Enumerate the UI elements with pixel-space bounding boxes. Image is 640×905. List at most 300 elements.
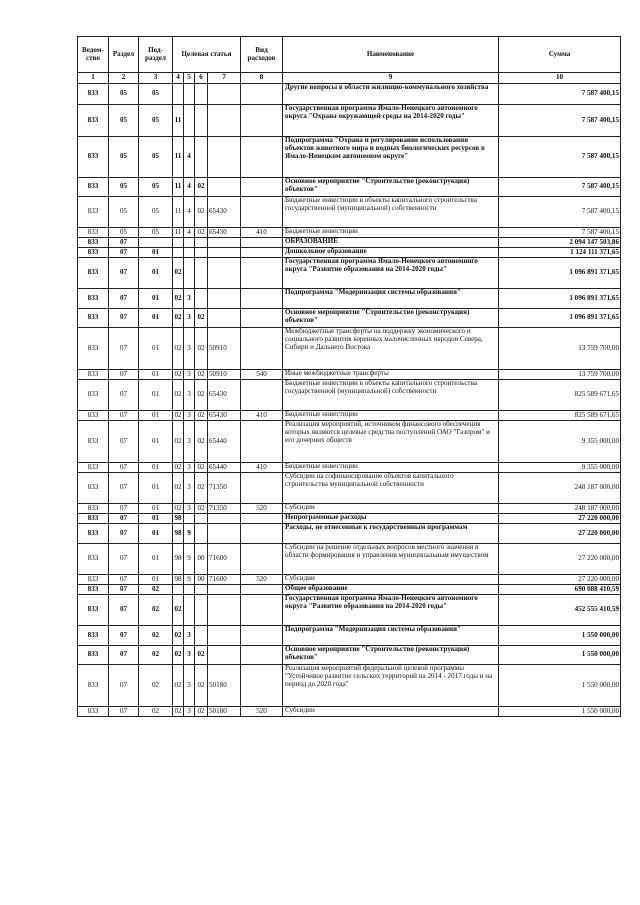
target-subprogram-cell: 3 (184, 289, 195, 309)
table-row (78, 514, 621, 524)
vedomstvo-cell: 833 (78, 665, 109, 707)
sum-cell: 13 759 700,00 (499, 328, 621, 370)
target-program-cell: 11 (173, 178, 184, 197)
target-event-cell (195, 289, 208, 309)
target-program-cell: 11 (173, 137, 184, 178)
col-number: 6 (195, 73, 208, 84)
vedomstvo-cell: 833 (78, 463, 109, 473)
target-event-cell: 02 (195, 228, 208, 238)
col-number: 8 (241, 73, 283, 84)
col-number: 7 (208, 73, 241, 84)
target-subprogram-cell: 3 (184, 380, 195, 411)
table-row (78, 544, 621, 575)
podrazdel-cell: 01 (139, 370, 173, 380)
expense-type-cell: 520 (241, 575, 283, 585)
razdel-cell: 07 (109, 370, 139, 380)
header-podrazdel: Под-раздел (139, 37, 173, 73)
target-program-cell (173, 248, 184, 258)
podrazdel-cell: 01 (139, 328, 173, 370)
razdel-cell: 07 (109, 646, 139, 665)
vedomstvo-cell: 833 (78, 238, 109, 248)
sum-cell: 7 587 400,15 (499, 228, 621, 238)
sum-cell: 7 587 400,15 (499, 137, 621, 178)
table-row (78, 473, 621, 504)
target-direction-cell (208, 137, 241, 178)
col-number: 10 (499, 73, 621, 84)
name-cell: Дошкольное образование (283, 248, 499, 258)
podrazdel-cell: 01 (139, 473, 173, 504)
podrazdel-cell: 02 (139, 626, 173, 646)
expense-type-cell (241, 197, 283, 228)
target-event-cell: 02 (195, 309, 208, 328)
podrazdel-cell: 01 (139, 524, 173, 544)
target-subprogram-cell: 9 (184, 524, 195, 544)
target-direction-cell: 50180 (208, 665, 241, 707)
target-subprogram-cell: 3 (184, 665, 195, 707)
target-direction-cell: 50910 (208, 370, 241, 380)
target-event-cell (195, 514, 208, 524)
target-subprogram-cell: 3 (184, 473, 195, 504)
vedomstvo-cell: 833 (78, 84, 109, 105)
vedomstvo-cell: 833 (78, 585, 109, 595)
target-program-cell: 02 (173, 646, 184, 665)
target-event-cell: 02 (195, 646, 208, 665)
podrazdel-cell: 02 (139, 585, 173, 595)
expense-type-cell: 520 (241, 504, 283, 514)
sum-cell: 27 220 000,00 (499, 544, 621, 575)
target-program-cell: 02 (173, 328, 184, 370)
expense-type-cell (241, 626, 283, 646)
target-program-cell: 02 (174, 706, 182, 715)
table-row (78, 228, 621, 238)
expense-type-cell (241, 105, 283, 137)
table-row (78, 575, 621, 585)
podrazdel-cell: 05 (139, 105, 173, 137)
target-direction-cell (208, 524, 241, 544)
target-subprogram-cell: 3 (184, 328, 195, 370)
target-subprogram-cell (184, 105, 195, 137)
expense-type-cell (241, 544, 283, 575)
target-subprogram-cell (184, 248, 195, 258)
table-row (78, 707, 621, 717)
podrazdel-cell: 01 (139, 575, 173, 585)
podrazdel-cell: 01 (139, 258, 173, 289)
header-sum: Сумма (499, 37, 621, 73)
target-subprogram-cell (184, 585, 195, 595)
table-row (78, 105, 621, 137)
target-program-cell (173, 84, 184, 105)
target-subprogram-cell: 4 (184, 137, 195, 178)
name-cell: Субсидии (283, 575, 499, 585)
target-subprogram-cell (184, 84, 195, 105)
table-row (78, 646, 621, 665)
sum-cell: 825 589 671,65 (499, 380, 621, 411)
target-direction-cell (208, 84, 241, 105)
razdel-cell: 07 (109, 258, 139, 289)
target-subprogram-cell: 3 (184, 646, 195, 665)
podrazdel-cell: 05 (139, 84, 173, 105)
podrazdel-cell: 01 (139, 411, 173, 421)
vedomstvo-cell: 833 (78, 370, 109, 380)
expense-type-cell (241, 524, 283, 544)
expense-type-cell: 540 (241, 370, 283, 380)
vedomstvo-cell: 833 (78, 595, 109, 626)
vedomstvo-cell: 833 (78, 421, 109, 463)
target-subprogram-cell: 3 (184, 463, 195, 473)
sum-cell: 27 220 000,00 (499, 514, 621, 524)
name-cell: Основное мероприятие "Строительство (реконструкция) объектов" (283, 309, 499, 328)
table-row (78, 524, 621, 544)
vedomstvo-cell: 833 (78, 514, 109, 524)
target-direction-cell (208, 309, 241, 328)
podrazdel-cell: 01 (139, 421, 173, 463)
expense-type-cell (241, 137, 283, 178)
table-row (78, 289, 621, 309)
target-program-cell (173, 238, 184, 248)
target-program-cell: 02 (173, 258, 184, 289)
target-direction-cell: 65440 (208, 421, 241, 463)
table-row (78, 463, 621, 473)
name-cell: Основное мероприятие "Строительство (реконструкция) объектов" (283, 646, 499, 665)
name-cell: Государственная программа Ямало-Ненецкого автономного округа "Развитие образования на 2014-2020 годы" (283, 258, 499, 289)
razdel-cell: 07 (109, 328, 139, 370)
expense-type-cell (241, 646, 283, 665)
target-event-cell (195, 248, 208, 258)
sum-cell: 2 094 147 503,86 (499, 238, 621, 248)
target-direction-cell (208, 178, 241, 197)
expense-type-cell (241, 595, 283, 626)
target-subprogram-cell: 4 (184, 197, 195, 228)
razdel-cell: 07 (109, 380, 139, 411)
vedomstvo-cell: 833 (78, 228, 109, 238)
expense-type-cell (241, 380, 283, 411)
target-program-cell: 02 (173, 665, 184, 707)
name-cell: Основное мероприятие "Строительство (реконструкция) объектов" (283, 178, 499, 197)
razdel-cell: 07 (109, 585, 139, 595)
sum-cell: 7 587 400,15 (499, 178, 621, 197)
vedomstvo-cell: 833 (78, 524, 109, 544)
razdel-cell: 05 (109, 228, 139, 238)
target-direction-cell: 71600 (208, 544, 241, 575)
table-row (78, 258, 621, 289)
table-row (78, 197, 621, 228)
target-program-cell: 11 (173, 197, 184, 228)
target-subprogram-cell: 3 (184, 707, 195, 717)
podrazdel-cell: 05 (139, 197, 173, 228)
table-row (78, 411, 621, 421)
target-subprogram-cell: 3 (184, 411, 195, 421)
expense-type-cell (241, 258, 283, 289)
target-subprogram-cell: 3 (184, 421, 195, 463)
name-cell: Субсидии на софинансирование объектов капитального строительства муниципальной собственности (283, 473, 499, 504)
target-direction-cell (208, 105, 241, 137)
podrazdel-cell: 01 (139, 289, 173, 309)
sum-cell: 248 187 000,00 (499, 504, 621, 514)
sum-cell: 1 096 891 371,65 (499, 309, 621, 328)
razdel-cell: 07 (109, 421, 139, 463)
podrazdel-cell: 05 (139, 137, 173, 178)
razdel-cell: 07 (109, 514, 139, 524)
name-cell: Расходы, не отнесенные к государственным программам (283, 524, 499, 544)
vedomstvo-cell: 833 (78, 707, 109, 717)
header-vedomstvo: Ведом-ство (78, 37, 109, 73)
target-program-cell: 02 (173, 626, 184, 646)
vedomstvo-cell: 833 (78, 575, 109, 585)
name-cell: Межбюджетные трансферты на поддержку экономического и социального развития коренных малочисленных народов Севера, Сибири и Дальнего Востока (283, 328, 499, 370)
expense-type-cell: 410 (241, 463, 283, 473)
target-subprogram-cell (184, 238, 195, 248)
table-row (78, 178, 621, 197)
expense-type-cell (241, 514, 283, 524)
name-cell: ОБРАЗОВАНИЕ (283, 238, 499, 248)
target-event-cell: 02 (195, 411, 208, 421)
name-cell: Реализация мероприятий федеральной целевой программы "Устойчивое развитие сельских территорий на 2014 - 2017 годы и на период до 2020 года" (283, 665, 499, 707)
razdel-cell: 05 (109, 84, 139, 105)
razdel-cell: 07 (109, 473, 139, 504)
razdel-cell: 05 (109, 178, 139, 197)
expense-type-cell (241, 473, 283, 504)
table-row (78, 238, 621, 248)
razdel-cell: 07 (109, 504, 139, 514)
table-row (78, 626, 621, 646)
sum-cell: 9 355 000,00 (499, 463, 621, 473)
target-program-cell: 02 (174, 503, 182, 512)
razdel-cell: 05 (109, 197, 139, 228)
vedomstvo-cell: 833 (78, 178, 109, 197)
expense-type-cell (241, 84, 283, 105)
table-row (78, 665, 621, 707)
target-program-cell: 98 (174, 513, 182, 522)
target-program-cell: 02 (173, 595, 184, 626)
name-cell: Непрограммные расходы (283, 514, 499, 524)
name-cell: Подпрограмма "Модернизация системы образования" (283, 289, 499, 309)
sum-cell: 825 589 671,65 (499, 411, 621, 421)
sum-cell: 1 550 000,00 (499, 646, 621, 665)
sum-cell: 7 587 400,15 (499, 84, 621, 105)
name-cell: Бюджетные инвестиции (283, 411, 499, 421)
expense-type-cell: 410 (241, 228, 283, 238)
target-program-cell: 02 (174, 410, 182, 419)
budget-table (77, 36, 621, 717)
razdel-cell: 07 (109, 575, 139, 585)
target-event-cell (195, 524, 208, 544)
podrazdel-cell: 05 (139, 178, 173, 197)
budget-table-sheet (77, 36, 621, 717)
razdel-cell: 07 (109, 595, 139, 626)
expense-type-cell: 520 (241, 707, 283, 717)
razdel-cell: 07 (109, 238, 139, 248)
target-event-cell: 00 (195, 575, 208, 585)
target-event-cell: 02 (195, 380, 208, 411)
target-program-cell: 02 (173, 289, 184, 309)
table-row (78, 328, 621, 370)
sum-cell: 27 220 000,00 (499, 524, 621, 544)
podrazdel-cell: 02 (139, 646, 173, 665)
name-cell: Субсидии (283, 707, 499, 717)
podrazdel-cell: 01 (139, 504, 173, 514)
target-event-cell: 02 (195, 473, 208, 504)
podrazdel-cell: 01 (139, 380, 173, 411)
header-vid: Вид расходов (241, 37, 283, 73)
target-subprogram-cell (184, 258, 195, 289)
target-subprogram-cell: 9 (184, 575, 195, 585)
target-direction-cell: 65430 (208, 380, 241, 411)
sum-cell: 7 587 400,15 (499, 105, 621, 137)
header-row (78, 37, 621, 73)
name-cell: Бюджетные инвестиции (283, 228, 499, 238)
vedomstvo-cell: 833 (78, 248, 109, 258)
table-row (78, 84, 621, 105)
vedomstvo-cell: 833 (78, 473, 109, 504)
expense-type-cell: 410 (241, 411, 283, 421)
target-event-cell: 02 (195, 665, 208, 707)
target-direction-cell (208, 646, 241, 665)
sum-cell: 27 220 000,00 (499, 575, 621, 585)
target-subprogram-cell: 4 (184, 178, 195, 197)
name-cell: Общее образование (283, 585, 499, 595)
table-row (78, 137, 621, 178)
target-event-cell (195, 258, 208, 289)
col-number: 2 (109, 73, 139, 84)
podrazdel-cell: 05 (139, 228, 173, 238)
vedomstvo-cell: 833 (78, 544, 109, 575)
razdel-cell: 05 (109, 137, 139, 178)
name-cell: Бюджетные инвестиции в объекты капитального строительства государственной (муниципальной) собственности (283, 197, 499, 228)
podrazdel-cell: 02 (139, 595, 173, 626)
name-cell: Подпрограмма "Модернизация системы образования" (283, 626, 499, 646)
vedomstvo-cell: 833 (78, 258, 109, 289)
name-cell: Иные межбюджетные трансферты (283, 370, 499, 380)
sum-cell: 452 555 410,59 (499, 595, 621, 626)
table-row (78, 248, 621, 258)
target-event-cell (195, 626, 208, 646)
target-event-cell (195, 137, 208, 178)
col-number: 4 (173, 73, 184, 84)
target-event-cell (195, 84, 208, 105)
target-event-cell: 02 (195, 328, 208, 370)
target-program-cell: 02 (174, 462, 182, 471)
expense-type-cell (241, 585, 283, 595)
target-event-cell: 02 (195, 463, 208, 473)
podrazdel-cell: 01 (139, 544, 173, 575)
sum-cell: 13 759 700,00 (499, 370, 621, 380)
target-event-cell (195, 105, 208, 137)
target-direction-cell: 65430 (208, 228, 241, 238)
podrazdel-cell (139, 238, 173, 248)
sum-cell: 1 550 000,00 (499, 626, 621, 646)
col-number: 5 (184, 73, 195, 84)
razdel-cell: 07 (109, 248, 139, 258)
target-direction-cell (208, 238, 241, 248)
target-direction-cell: 50180 (208, 707, 241, 717)
target-direction-cell (208, 626, 241, 646)
target-event-cell: 02 (195, 707, 208, 717)
target-direction-cell (208, 258, 241, 289)
sum-cell: 690 088 410,59 (499, 585, 621, 595)
sum-cell: 9 355 000,00 (499, 421, 621, 463)
target-program-cell: 98 (173, 524, 184, 544)
table-row (78, 309, 621, 328)
name-cell: Реализация мероприятий, источником финансового обеспечения которых являются целевые средства поступлений ОАО "Газпром" и его дочерних обществ (283, 421, 499, 463)
name-cell: Государственная программа Ямало-Ненецкого автономного округа "Охрана окружающей среды на 2014-2020 годы" (283, 105, 499, 137)
razdel-cell: 07 (109, 289, 139, 309)
table-row (78, 380, 621, 411)
target-direction-cell (208, 289, 241, 309)
sum-cell: 1 550 000,00 (499, 665, 621, 707)
target-program-cell: 02 (173, 473, 184, 504)
target-subprogram-cell: 3 (184, 504, 195, 514)
razdel-cell: 07 (109, 411, 139, 421)
vedomstvo-cell: 833 (78, 105, 109, 137)
expense-type-cell (241, 328, 283, 370)
header-target: Целевая статья (173, 37, 241, 73)
target-direction-cell (208, 248, 241, 258)
name-cell: Другие вопросы в области жилищно-коммунального хозяйства (283, 84, 499, 105)
razdel-cell: 07 (109, 665, 139, 707)
col-number: 3 (139, 73, 173, 84)
name-cell: Бюджетные инвестиции (283, 463, 499, 473)
target-event-cell: 02 (195, 370, 208, 380)
vedomstvo-cell: 833 (78, 197, 109, 228)
table-row (78, 370, 621, 380)
target-event-cell (195, 595, 208, 626)
target-event-cell (195, 238, 208, 248)
vedomstvo-cell: 833 (78, 137, 109, 178)
expense-type-cell (241, 309, 283, 328)
target-event-cell: 02 (195, 504, 208, 514)
target-program-cell: 02 (173, 380, 184, 411)
target-direction-cell (208, 585, 241, 595)
target-program-cell: 02 (173, 421, 184, 463)
target-direction-cell: 65440 (208, 463, 241, 473)
sum-cell: 1 096 891 371,65 (499, 289, 621, 309)
name-cell: Субсидии (283, 504, 499, 514)
sum-cell: 7 587 400,15 (499, 197, 621, 228)
target-subprogram-cell: 9 (184, 544, 195, 575)
vedomstvo-cell: 833 (78, 646, 109, 665)
expense-type-cell (241, 238, 283, 248)
target-direction-cell: 71600 (208, 575, 241, 585)
vedomstvo-cell: 833 (78, 309, 109, 328)
target-direction-cell: 71350 (208, 473, 241, 504)
table-row (78, 585, 621, 595)
vedomstvo-cell: 833 (78, 380, 109, 411)
vedomstvo-cell: 833 (78, 411, 109, 421)
target-subprogram-cell (184, 595, 195, 626)
column-number-row (78, 73, 621, 84)
expense-type-cell (241, 248, 283, 258)
razdel-cell: 07 (109, 544, 139, 575)
name-cell: Бюджетные инвестиции в объекты капитального строительства государственной (муниципальной) собственности (283, 380, 499, 411)
sum-cell: 1 096 891 371,65 (499, 258, 621, 289)
expense-type-cell (241, 665, 283, 707)
target-subprogram-cell: 3 (184, 626, 195, 646)
razdel-cell: 07 (109, 707, 139, 717)
col-number: 9 (283, 73, 499, 84)
target-direction-cell: 65430 (208, 411, 241, 421)
table-row (78, 504, 621, 514)
target-event-cell: 02 (195, 178, 208, 197)
target-subprogram-cell: 3 (184, 309, 195, 328)
razdel-cell: 05 (109, 105, 139, 137)
target-direction-cell: 65430 (208, 197, 241, 228)
expense-type-cell (241, 289, 283, 309)
podrazdel-cell: 02 (139, 707, 173, 717)
podrazdel-cell: 02 (139, 665, 173, 707)
podrazdel-cell: 01 (139, 309, 173, 328)
col-number: 1 (78, 73, 109, 84)
target-program-cell: 02 (173, 309, 184, 328)
